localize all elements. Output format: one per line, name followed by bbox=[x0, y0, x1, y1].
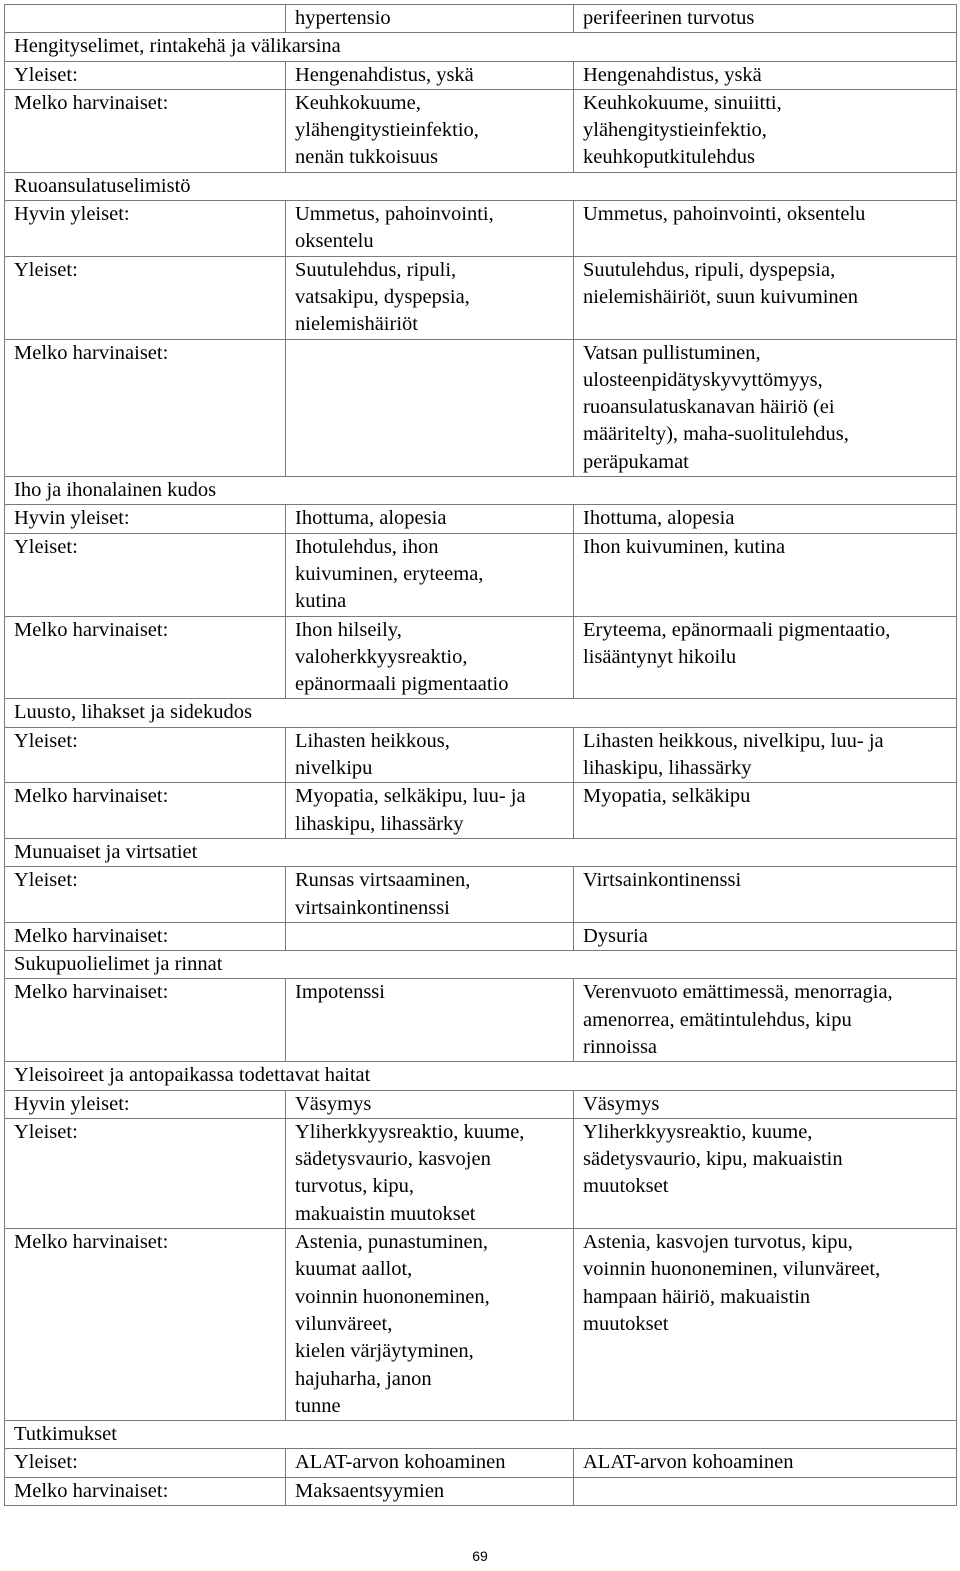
frequency-cell: Yleiset: bbox=[5, 727, 286, 783]
perifeerinen-turvotus-cell: Ummetus, pahoinvointi, oksentelu bbox=[574, 201, 957, 257]
frequency-cell: Yleiset: bbox=[5, 1449, 286, 1477]
table-row bbox=[5, 533, 957, 616]
perifeerinen-turvotus-cell: Astenia, kasvojen turvotus, kipu, voinnin huononeminen, vilunväreet, hampaan häiriö, makuaistin muutokset bbox=[574, 1229, 957, 1421]
table-row bbox=[5, 256, 957, 339]
frequency-cell: Melko harvinaiset: bbox=[5, 1477, 286, 1505]
section-heading: Hengityselimet, rintakehä ja välikarsina bbox=[5, 33, 957, 61]
table-row bbox=[5, 1118, 957, 1228]
perifeerinen-turvotus-cell: Väsymys bbox=[574, 1090, 957, 1118]
perifeerinen-turvotus-cell: Hengenahdistus, yskä bbox=[574, 61, 957, 89]
table-row bbox=[5, 61, 957, 89]
perifeerinen-turvotus-cell: Lihasten heikkous, nivelkipu, luu- ja lihaskipu, lihassärky bbox=[574, 727, 957, 783]
hypertensio-cell: Suutulehdus, ripuli, vatsakipu, dyspepsia, nielemishäiriöt bbox=[286, 256, 574, 339]
hypertensio-cell: Runsas virtsaaminen, virtsainkontinenssi bbox=[286, 867, 574, 923]
hypertensio-cell: Ihottuma, alopesia bbox=[286, 505, 574, 533]
perifeerinen-turvotus-cell: Yliherkkyysreaktio, kuume, sädetysvaurio, kipu, makuaistin muutokset bbox=[574, 1118, 957, 1228]
perifeerinen-turvotus-cell: Eryteema, epänormaali pigmentaatio, lisääntynyt hikoilu bbox=[574, 616, 957, 699]
table-row bbox=[5, 616, 957, 699]
section-row bbox=[5, 951, 957, 979]
frequency-cell: Hyvin yleiset: bbox=[5, 201, 286, 257]
hypertensio-cell: Hengenahdistus, yskä bbox=[286, 61, 574, 89]
hypertensio-cell bbox=[286, 339, 574, 476]
frequency-cell: Melko harvinaiset: bbox=[5, 979, 286, 1062]
table-row bbox=[5, 1449, 957, 1477]
hypertensio-cell: Maksaentsyymien bbox=[286, 1477, 574, 1505]
table-row bbox=[5, 979, 957, 1062]
table-row bbox=[5, 727, 957, 783]
table-row bbox=[5, 339, 957, 476]
hypertensio-cell: Lihasten heikkous, nivelkipu bbox=[286, 727, 574, 783]
table-body bbox=[5, 33, 957, 1506]
section-row bbox=[5, 172, 957, 200]
frequency-cell: Melko harvinaiset: bbox=[5, 89, 286, 172]
table-row bbox=[5, 505, 957, 533]
frequency-cell: Hyvin yleiset: bbox=[5, 1090, 286, 1118]
hypertensio-cell bbox=[286, 922, 574, 950]
perifeerinen-turvotus-cell: ALAT-arvon kohoaminen bbox=[574, 1449, 957, 1477]
table-row bbox=[5, 867, 957, 923]
frequency-cell: Yleiset: bbox=[5, 256, 286, 339]
section-heading: Ruoansulatuselimistö bbox=[5, 172, 957, 200]
section-row bbox=[5, 1062, 957, 1090]
header-cell-hypertensio: hypertensio bbox=[286, 5, 574, 33]
perifeerinen-turvotus-cell: Dysuria bbox=[574, 922, 957, 950]
perifeerinen-turvotus-cell: Verenvuoto emättimessä, menorragia, amenorrea, emätintulehdus, kipu rinnoissa bbox=[574, 979, 957, 1062]
table-row bbox=[5, 1229, 957, 1421]
frequency-cell: Yleiset: bbox=[5, 1118, 286, 1228]
perifeerinen-turvotus-cell: Ihon kuivuminen, kutina bbox=[574, 533, 957, 616]
section-row bbox=[5, 699, 957, 727]
section-heading: Tutkimukset bbox=[5, 1421, 957, 1449]
table-row bbox=[5, 1090, 957, 1118]
perifeerinen-turvotus-cell: Virtsainkontinenssi bbox=[574, 867, 957, 923]
section-heading: Sukupuolielimet ja rinnat bbox=[5, 951, 957, 979]
hypertensio-cell: Myopatia, selkäkipu, luu- ja lihaskipu, lihassärky bbox=[286, 783, 574, 839]
table-row bbox=[5, 922, 957, 950]
perifeerinen-turvotus-cell: Suutulehdus, ripuli, dyspepsia, nielemishäiriöt, suun kuivuminen bbox=[574, 256, 957, 339]
section-heading: Munuaiset ja virtsatiet bbox=[5, 838, 957, 866]
perifeerinen-turvotus-cell bbox=[574, 1477, 957, 1505]
section-heading: Yleisoireet ja antopaikassa todettavat haitat bbox=[5, 1062, 957, 1090]
hypertensio-cell: Yliherkkyysreaktio, kuume, sädetysvaurio, kasvojen turvotus, kipu, makuaistin muutokset bbox=[286, 1118, 574, 1228]
frequency-cell: Melko harvinaiset: bbox=[5, 1229, 286, 1421]
table-row bbox=[5, 89, 957, 172]
frequency-cell: Yleiset: bbox=[5, 533, 286, 616]
perifeerinen-turvotus-cell: Vatsan pullistuminen, ulosteenpidätyskyvyttömyys, ruoansulatuskanavan häiriö (ei määritelty), maha-suolitulehdus, peräpukamat bbox=[574, 339, 957, 476]
frequency-cell: Melko harvinaiset: bbox=[5, 339, 286, 476]
table-row bbox=[5, 201, 957, 257]
frequency-cell: Melko harvinaiset: bbox=[5, 922, 286, 950]
perifeerinen-turvotus-cell: Ihottuma, alopesia bbox=[574, 505, 957, 533]
hypertensio-cell: Ummetus, pahoinvointi, oksentelu bbox=[286, 201, 574, 257]
header-cell-empty bbox=[5, 5, 286, 33]
hypertensio-cell: ALAT-arvon kohoaminen bbox=[286, 1449, 574, 1477]
adverse-reactions-table bbox=[4, 4, 957, 1506]
table-row bbox=[5, 1477, 957, 1505]
frequency-cell: Yleiset: bbox=[5, 61, 286, 89]
frequency-cell: Hyvin yleiset: bbox=[5, 505, 286, 533]
header-cell-perifeerinen-turvotus: perifeerinen turvotus bbox=[574, 5, 957, 33]
section-heading: Iho ja ihonalainen kudos bbox=[5, 477, 957, 505]
frequency-cell: Melko harvinaiset: bbox=[5, 616, 286, 699]
hypertensio-cell: Ihon hilseily, valoherkkyysreaktio, epänormaali pigmentaatio bbox=[286, 616, 574, 699]
hypertensio-cell: Väsymys bbox=[286, 1090, 574, 1118]
table-header-row bbox=[5, 5, 957, 33]
section-row bbox=[5, 838, 957, 866]
page-number: 69 bbox=[472, 1548, 488, 1564]
frequency-cell: Melko harvinaiset: bbox=[5, 783, 286, 839]
frequency-cell: Yleiset: bbox=[5, 867, 286, 923]
section-row bbox=[5, 477, 957, 505]
hypertensio-cell: Astenia, punastuminen, kuumat aallot, voinnin huononeminen, vilunväreet, kielen värjäytyminen, hajuharha, janon tunne bbox=[286, 1229, 574, 1421]
hypertensio-cell: Keuhkokuume, ylähengitystieinfektio, nenän tukkoisuus bbox=[286, 89, 574, 172]
table-row bbox=[5, 783, 957, 839]
section-row bbox=[5, 33, 957, 61]
hypertensio-cell: Ihotulehdus, ihon kuivuminen, eryteema, kutina bbox=[286, 533, 574, 616]
hypertensio-cell: Impotenssi bbox=[286, 979, 574, 1062]
perifeerinen-turvotus-cell: Myopatia, selkäkipu bbox=[574, 783, 957, 839]
section-heading: Luusto, lihakset ja sidekudos bbox=[5, 699, 957, 727]
perifeerinen-turvotus-cell: Keuhkokuume, sinuiitti, ylähengitystieinfektio, keuhkoputkitulehdus bbox=[574, 89, 957, 172]
section-row bbox=[5, 1421, 957, 1449]
